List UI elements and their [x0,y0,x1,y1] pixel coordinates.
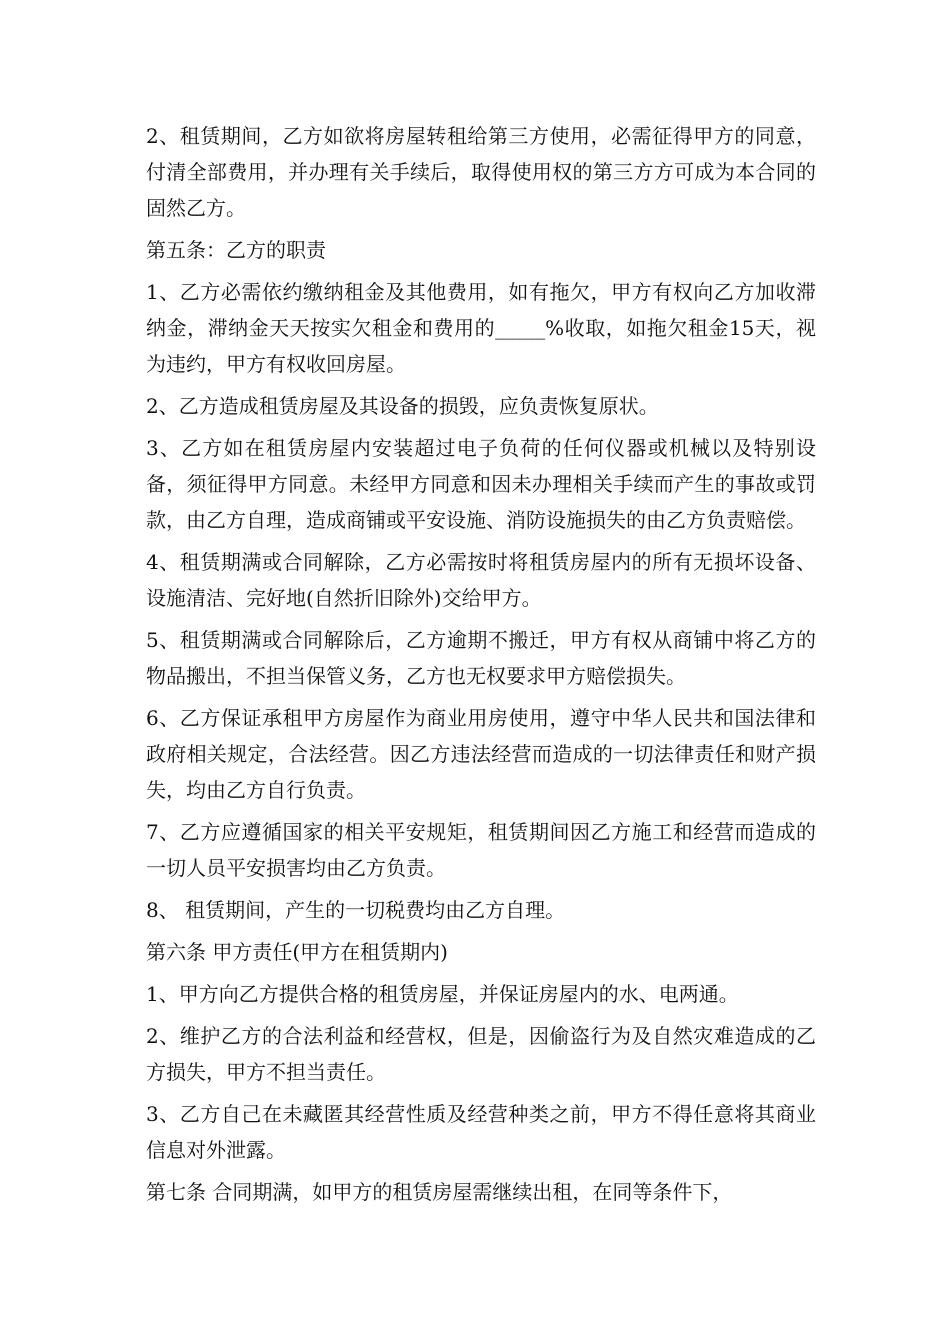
section-heading: 第五条：乙方的职责 [146,238,326,262]
document-body [146,118,816,1216]
paragraph: 6、乙方保证承租甲方房屋作为商业用房使用，遵守中华人民共和国法律和政府相关规定，合法经营。因乙方违法经营而造成的一切法律责任和财产损失，均由乙方自行负责。 [146,706,816,802]
paragraph: 4、租赁期满或合同解除，乙方必需按时将租赁房屋内的所有无损坏设备、设施清洁、完好地(自然折旧除外)交给甲方。 [146,550,816,610]
paragraph: 5、租赁期满或合同解除后，乙方逾期不搬迁，甲方有权从商铺中将乙方的物品搬出，不担当保管义务，乙方也无权要求甲方赔偿损失。 [146,628,816,688]
paragraph: 8、 租赁期间，产生的一切税费均由乙方自理。 [146,898,566,922]
paragraph: 2、租赁期间，乙方如欲将房屋转租给第三方使用，必需征得甲方的同意，付清全部费用，并办理有关手续后，取得使用权的第三方方可成为本合同的固然乙方。 [146,124,816,220]
paragraph: 第七条 合同期满，如甲方的租赁房屋需继续出租，在同等条件下， [146,1180,733,1204]
paragraph: 3、乙方如在租赁房屋内安装超过电子负荷的任何仪器或机械以及特别设备，须征得甲方同意。未经甲方同意和因未办理相关手续而产生的事故或罚款，由乙方自理，造成商铺或平安设施、消防设施损失的由乙方负责赔偿。 [146,436,816,532]
paragraph: 2、维护乙方的合法利益和经营权，但是，因偷盗行为及自然灾难造成的乙方损失，甲方不担当责任。 [146,1024,816,1084]
paragraph: 7、乙方应遵循国家的相关平安规矩，租赁期间因乙方施工和经营而造成的一切人员平安损害均由乙方负责。 [146,820,816,880]
section-heading: 第六条 甲方责任(甲方在租赁期内) [146,940,448,964]
paragraph: 1、甲方向乙方提供合格的租赁房屋，并保证房屋内的水、电两通。 [146,982,739,1006]
paragraph: 3、乙方自己在未藏匿其经营性质及经营种类之前，甲方不得任意将其商业信息对外泄露。 [146,1102,816,1162]
paragraph: 2、乙方造成租赁房屋及其设备的损毁，应负责恢复原状。 [146,394,659,418]
paragraph: 1、乙方必需依约缴纳租金及其他费用，如有拖欠，甲方有权向乙方加收滞纳金，滞纳金天天按实欠租金和费用的_____%收取，如拖欠租金15天，视为违约，甲方有权收回房屋。 [146,280,816,376]
